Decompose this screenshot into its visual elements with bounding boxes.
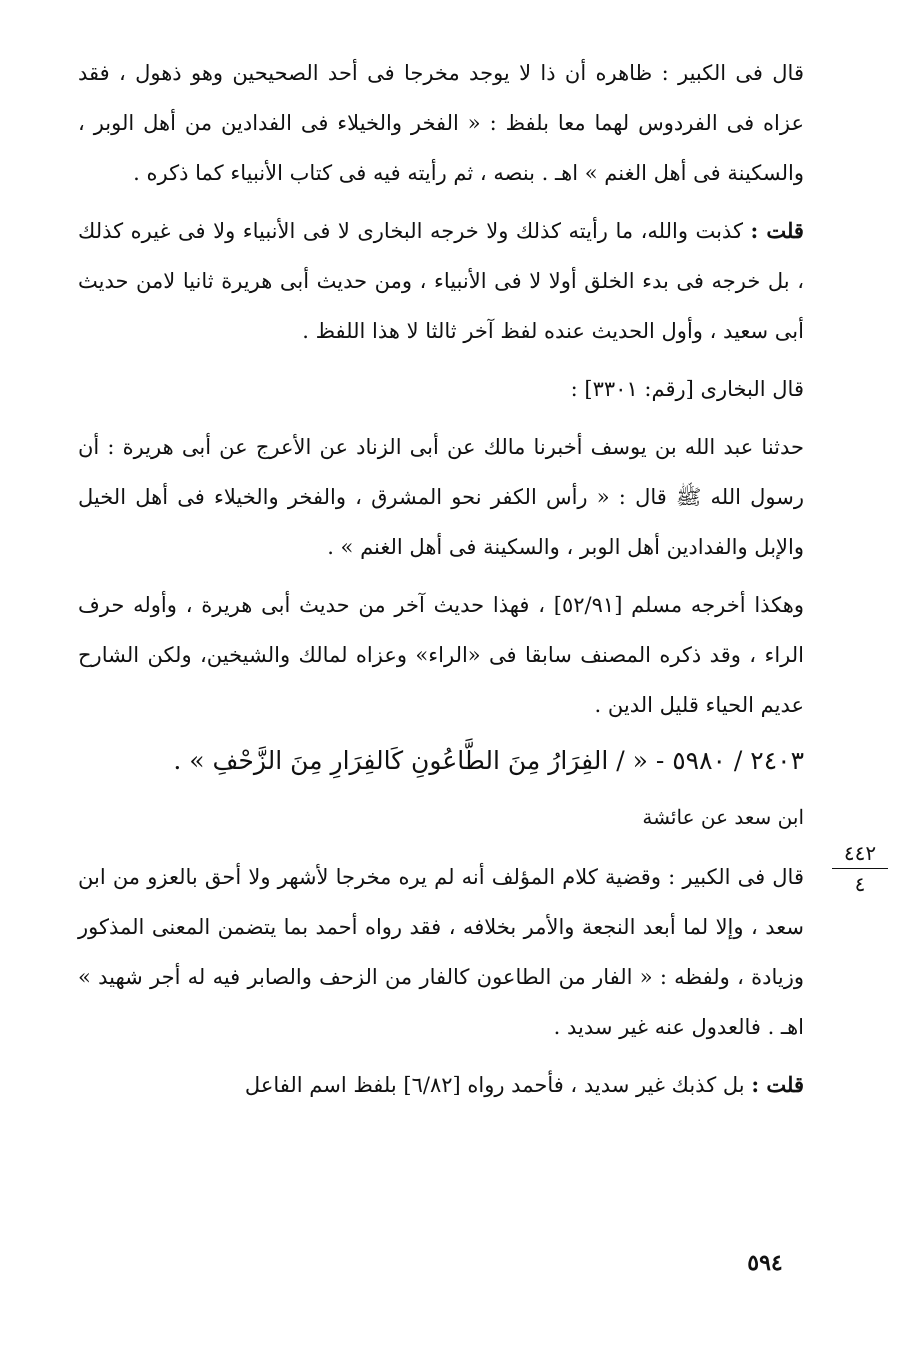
paragraph-7-lead: قلت : bbox=[751, 1072, 804, 1097]
paragraph-6: قال فى الكبير : وقضية كلام المؤلف أنه لم يره مخرجا لأشهر ولا أحق بالعزو من ابن سعد ، وإلا لما أبعد النجعة والأمر بخلافه ، فقد رواه أحمد بما يتضمن المعنى المذكور وزيادة ، ولفظه : « الفار من الطاعون كالفار من الزحف والصابر فيه له أجر شهيد » اهـ . فالعدول عنه غير سديد . bbox=[78, 865, 804, 1039]
paragraph-5: وهكذا أخرجه مسلم [٥٢/٩١] ، فهذا حديث آخر من حديث أبى هريرة ، وأوله حرف الراء ، وقد ذكره المصنف سابقا فى «الراء» وعزاه لمالك والشيخين، ولكن الشارح عديم الحياء قليل الدين . bbox=[78, 593, 804, 717]
paragraph-3: قال البخارى [رقم: ٣٣٠١] : bbox=[570, 377, 804, 401]
margin-reference-bottom: ٤ bbox=[854, 872, 866, 896]
paragraph-2-text: كذبت والله، ما رأيته كذلك ولا خرجه البخارى لا فى الأنبياء ولا فى غيره كذلك ، بل خرجه فى بدء الخلق أولا لا فى الأنبياء ، ومن حديث أبى هريرة ثانيا لامن حديث أبى سعيد ، وأول الحديث عنده لفظ آخر ثالثا لا هذا اللفظ . bbox=[78, 219, 804, 343]
margin-reference bbox=[832, 840, 888, 897]
hadith-narrators: ابن سعد عن عائشة bbox=[642, 805, 804, 829]
page-number: ٥٩٤ bbox=[747, 1250, 783, 1276]
paragraph-2 bbox=[78, 206, 804, 356]
paragraph-4: حدثنا عبد الله بن يوسف أخبرنا مالك عن أبى الزناد عن الأعرج عن أبى هريرة : أن رسول الله ﷺ قال : « رأس الكفر نحو المشرق ، والفخر والخيلاء فى أهل الخيل والإبل والفدادين أهل الوبر ، والسكينة فى أهل الغنم » . bbox=[78, 435, 804, 559]
hadith-heading: ٢٤٠٣ / ٥٩٨٠ - « / الفِرَارُ مِنَ الطَّاعُونِ كَالفِرَارِ مِنَ الزَّحْفِ » . bbox=[173, 746, 804, 775]
page-body bbox=[78, 48, 804, 1110]
paragraph-1: قال فى الكبير : ظاهره أن ذا لا يوجد مخرجا فى أحد الصحيحين وهو ذهول ، فقد عزاه فى الفردوس لهما معا بلفظ : « الفخر والخيلاء فى الفدادين من أهل الوبر ، والسكينة فى أهل الغنم » اهـ . بنصه ، ثم رأيته فيه فى كتاب الأنبياء كما ذكره . bbox=[78, 61, 804, 185]
paragraph-7-text: بل كذبك غير سديد ، فأحمد رواه [٦/٨٢] بلفظ اسم الفاعل bbox=[244, 1073, 745, 1097]
paragraph-7 bbox=[78, 1060, 804, 1110]
margin-reference-top: ٤٤٢ bbox=[832, 840, 888, 869]
paragraph-2-lead: قلت : bbox=[750, 218, 804, 243]
